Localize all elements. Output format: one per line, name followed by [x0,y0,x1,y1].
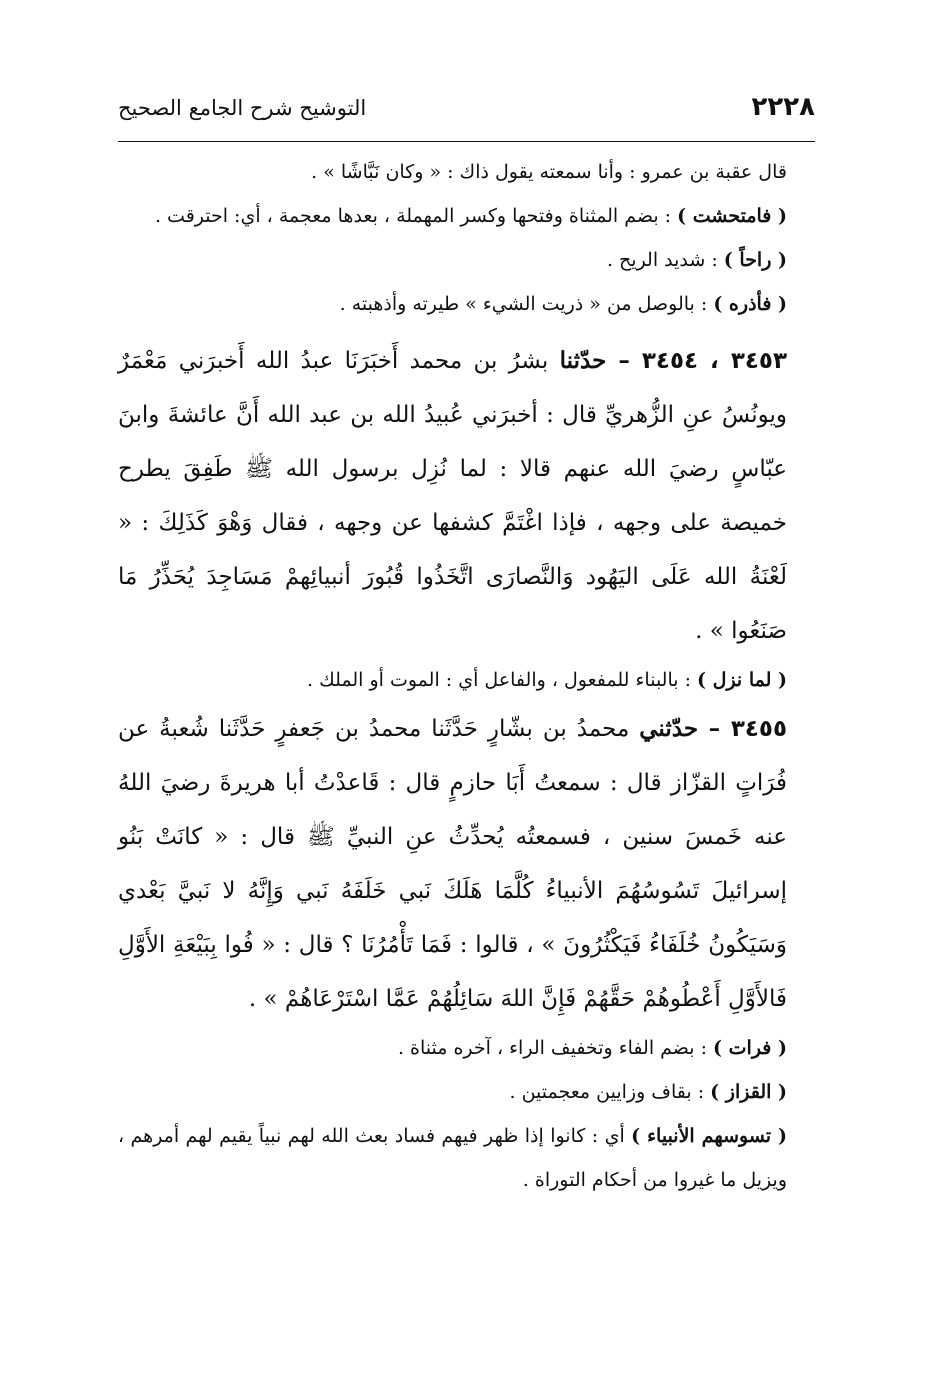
hadith-3455 [118,702,815,1026]
note-keyword: ( تسوسهم الأنبياء ) [631,1125,788,1147]
page-number: ٢٢٢٨ [751,92,815,122]
note-keyword: ( فرات ) [713,1037,787,1059]
hadith-text: محمدُ بن بشّارٍ حَدَّثَنا محمدُ بن جَعفرٍ حَدَّثَنا شُعبةُ عن فُرَاتٍ القزّاز قال : سمعتُ أَبَا حازمٍ قال : قَاعدْتُ أبا هريرةَ رضيَ اللهُ عنه خَمسَ سنين ، فسمعتُه يُحدِّثُ عنِ النبيِّ ﷺ قال : « كانَتْ بَنُو إسرائيلَ تَسُوسُهُمَ الأنبياءُ كُلَّمَا هَلَكَ نَبي خَلَفَهُ نَبي وَإِنَّهُ لا نَبيَّ بَعْدي وَسَيَكُونُ خُلَفَاءُ فَيَكْثُرُونَ » ، قالوا : فَمَا تَأْمُرُنَا ؟ قال : « فُوا بِبَيْعَةِ الأَوَّلِ فَالأَوَّلِ أَعْطُوهُمْ حَقَّهُمْ فَإِنَّ اللهَ سَائِلُهُمْ عَمَّا اسْتَرْعَاهُمْ » . [118,716,787,1012]
note-keyword: ( القزاز ) [710,1081,787,1103]
hadith-lead: – حدّثنا [559,347,642,374]
note-keyword: ( فامتحشت ) [677,205,787,227]
page-header [118,86,815,142]
running-title: التوشيح شرح الجامع الصحيح [118,96,367,120]
note-keyword: ( راحاً ) [723,249,787,271]
note-paragraph: ( القزاز ) : بقاف وزايين معجمتين . [509,1081,787,1103]
note-paragraph: ( فرات ) : بضم الفاء وتخفيف الراء ، آخره مثناة . [397,1037,787,1059]
note-keyword: ( لما نزل ) [697,669,787,691]
hadith-lead: – حدّثني [639,715,731,742]
hadith-text: بشرُ بن محمد أَخبَرَنَا عبدُ الله أَخبرَني مَعْمَرٌ ويونُسُ عنِ الزُّهريِّ قال : أخبرَني عُبيدُ الله بن عبد الله أَنَّ عائشةَ وابنَ عبّاسٍ رضيَ الله عنهم قالا : لما نُزِل برسول الله ﷺ طَفِقَ يطرح خميصة على وجهه ، فإذا اغْتَمَّ كشفها عن وجهه ، فقال وَهْوَ كَذَلِكَ : « لَعْنَةُ الله عَلَى اليَهُود وَالنَّصارَى اتَّخَذُوا قُبُورَ أنبيائِهمْ مَسَاجِدَ يُحَذِّرُ مَا صَنَعُوا » . [118,348,787,644]
header-rule [118,141,815,142]
note-paragraph: ( لما نزل ) : بالبناء للمفعول ، والفاعل أي : الموت أو الملك . [307,669,787,691]
note-paragraph: ( راحاً ) : شديد الريح . [606,249,787,271]
hadith-3453-3454 [118,334,815,658]
hadith-number: ٣٤٥٥ [730,716,787,742]
note-paragraph: ( فامتحشت ) : بضم المثناة وفتحها وكسر المهملة ، بعدها معجمة ، أي: احترقت . [154,205,787,227]
note-paragraph: قال عقبة بن عمرو : وأنا سمعته يقول ذاك : « وكان نَبَّاشًا » . [311,161,787,183]
note-paragraph: ( فأذره ) : بالوصل من « ذريت الشيء » طيرته وأذهبته . [339,293,787,315]
hadith-number: ٣٤٥٣ ، ٣٤٥٤ [641,348,787,374]
page-body [118,150,815,1202]
note-keyword: ( فأذره ) [713,293,787,315]
note-paragraph: ( تسوسهم الأنبياء ) أي : كانوا إذا ظهر فيهم فساد بعث الله لهم نبياً يقيم لهم أمرهم ، ويزيل ما غيروا من أحكام التوراة . [118,1125,788,1191]
